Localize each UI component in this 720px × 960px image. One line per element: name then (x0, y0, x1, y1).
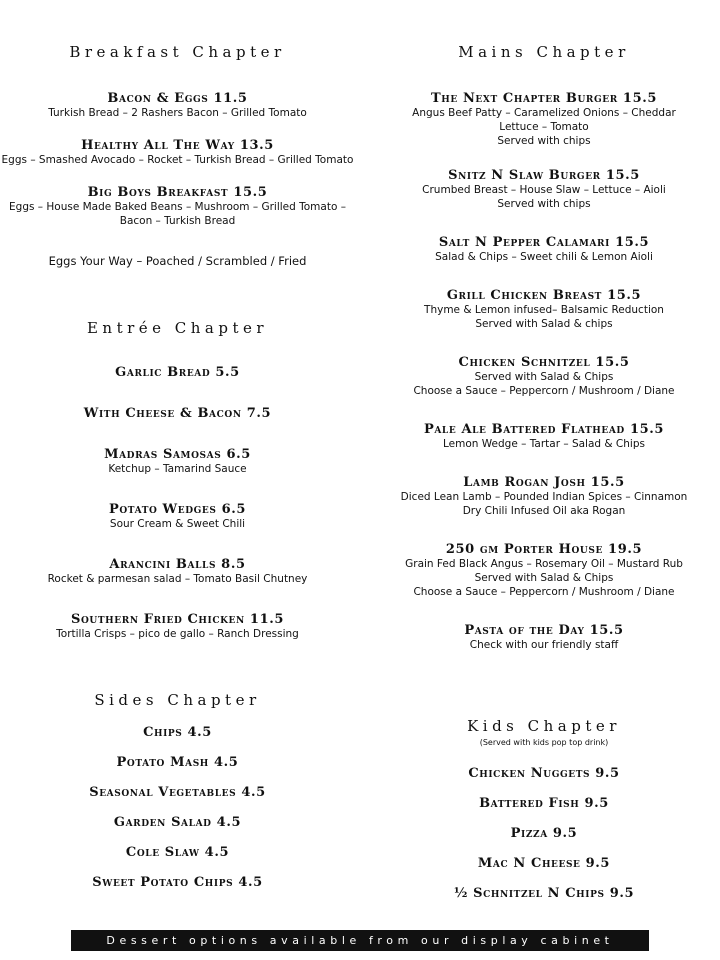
menu-item (368, 355, 720, 398)
side-item: Sweet Potato Chips 4.5 (92, 875, 263, 890)
side-item: Cole Slaw 4.5 (125, 845, 230, 860)
menu-item (0, 185, 355, 228)
item-desc: Rocket & parmesan salad – Tomato Basil Chutney (47, 573, 308, 585)
kids-title: Kids Chapter (467, 717, 621, 735)
item-desc: Tortilla Crisps – pico de gallo – Ranch Dressing (56, 628, 299, 640)
item-desc: Lettuce – Tomato (499, 121, 589, 133)
sides-section (0, 691, 355, 890)
item-name: Potato Wedges 6.5 (108, 502, 247, 517)
item-desc: Eggs – Smashed Avocado – Rocket – Turkish Bread – Grilled Tomato (1, 154, 354, 166)
item-name: Grill Chicken Breast 15.5 (446, 288, 642, 303)
kids-item: Chicken Nuggets 9.5 (468, 766, 620, 781)
dessert-banner: Dessert options available from our display cabinet (71, 930, 649, 951)
side-item: Potato Mash 4.5 (116, 755, 239, 770)
item-desc: Bacon – Turkish Bread (119, 215, 236, 227)
item-name: Lamb Rogan Josh 15.5 (463, 475, 625, 490)
item-name: Healthy All The Way 13.5 (81, 138, 274, 153)
menu-item (368, 475, 720, 518)
item-desc: Lemon Wedge – Tartar – Salad & Chips (443, 438, 645, 450)
item-desc: Served with chips (497, 135, 591, 147)
menu-item (368, 422, 720, 451)
item-name: Pasta of the Day 15.5 (464, 623, 624, 638)
item-desc: Angus Beef Patty – Caramelized Onions – Cheddar (412, 107, 676, 119)
mains-title: Mains Chapter (458, 43, 630, 61)
kids-item: Mac N Cheese 9.5 (477, 856, 611, 871)
side-item: Garden Salad 4.5 (113, 815, 242, 830)
item-name: With Cheese & Bacon 7.5 (83, 406, 272, 421)
menu-item (0, 91, 355, 120)
breakfast-title: Breakfast Chapter (69, 43, 286, 61)
entree-title: Entrée Chapter (86, 319, 269, 337)
menu-item (0, 365, 355, 380)
item-name: The Next Chapter Burger 15.5 (430, 91, 657, 106)
item-desc: Choose a Sauce – Peppercorn / Mushroom / Diane (413, 385, 675, 397)
item-name: Bacon & Eggs 11.5 (107, 91, 248, 106)
item-name: Arancini Balls 8.5 (109, 557, 246, 572)
kids-item: ½ Schnitzel N Chips 9.5 (453, 886, 635, 901)
item-name: Madras Samosas 6.5 (104, 447, 251, 462)
menu-item (0, 406, 355, 421)
item-name: Garlic Bread 5.5 (115, 365, 240, 380)
item-desc: Crumbed Breast – House Slaw – Lettuce – Aioli (422, 184, 666, 196)
eggs-your-way-note: Eggs Your Way – Poached / Scrambled / Fried (48, 254, 307, 268)
menu-item (368, 168, 720, 211)
item-name: Big Boys Breakfast 15.5 (87, 185, 268, 200)
mains-section (368, 43, 720, 667)
menu-item (0, 557, 355, 586)
menu-item (368, 91, 720, 148)
item-name: Southern Fried Chicken 11.5 (71, 612, 284, 627)
item-desc: Ketchup – Tamarind Sauce (108, 463, 247, 475)
kids-section (368, 717, 720, 901)
item-desc: Served with Salad & Chips (474, 371, 614, 383)
breakfast-section (0, 43, 355, 268)
item-name: Salt N Pepper Calamari 15.5 (438, 235, 650, 250)
entree-section (0, 319, 355, 656)
item-desc: Thyme & Lemon infused– Balsamic Reduction (424, 304, 664, 316)
side-item: Seasonal Vegetables 4.5 (89, 785, 266, 800)
item-name: Snitz N Slaw Burger 15.5 (448, 168, 640, 183)
menu-item (368, 288, 720, 331)
menu-item (368, 542, 720, 599)
menu-item (0, 612, 355, 641)
item-desc: Dry Chili Infused Oil aka Rogan (462, 505, 626, 517)
side-item: Chips 4.5 (143, 725, 212, 740)
menu-item (0, 502, 355, 531)
item-desc: Served with Salad & chips (475, 318, 613, 330)
item-desc: Turkish Bread – 2 Rashers Bacon – Grilled Tomato (48, 107, 307, 119)
item-desc: Choose a Sauce – Peppercorn / Mushroom / Diane (413, 586, 675, 598)
item-desc: Sour Cream & Sweet Chili (109, 518, 246, 530)
menu-item (368, 623, 720, 652)
item-desc: Eggs – House Made Baked Beans – Mushroom – Grilled Tomato – (9, 201, 346, 213)
kids-item: Pizza 9.5 (510, 826, 578, 841)
sides-title: Sides Chapter (94, 691, 261, 709)
item-desc: Served with chips (497, 198, 591, 210)
kids-note: (Served with kids pop top drink) (479, 738, 609, 747)
kids-item: Battered Fish 9.5 (479, 796, 609, 811)
item-name: 250 gm Porter House 19.5 (445, 542, 643, 557)
item-desc: Diced Lean Lamb – Pounded Indian Spices – Cinnamon (400, 491, 688, 503)
item-desc: Salad & Chips – Sweet chili & Lemon Aioli (435, 251, 653, 263)
menu-item (0, 138, 355, 167)
item-desc: Check with our friendly staff (469, 639, 619, 651)
item-name: Pale Ale Battered Flathead 15.5 (423, 422, 665, 437)
item-name: Chicken Schnitzel 15.5 (458, 355, 630, 370)
item-desc: Grain Fed Black Angus – Rosemary Oil – Mustard Rub (405, 558, 683, 570)
item-desc: Served with Salad & Chips (474, 572, 614, 584)
menu-item (368, 235, 720, 264)
menu-item (0, 447, 355, 476)
